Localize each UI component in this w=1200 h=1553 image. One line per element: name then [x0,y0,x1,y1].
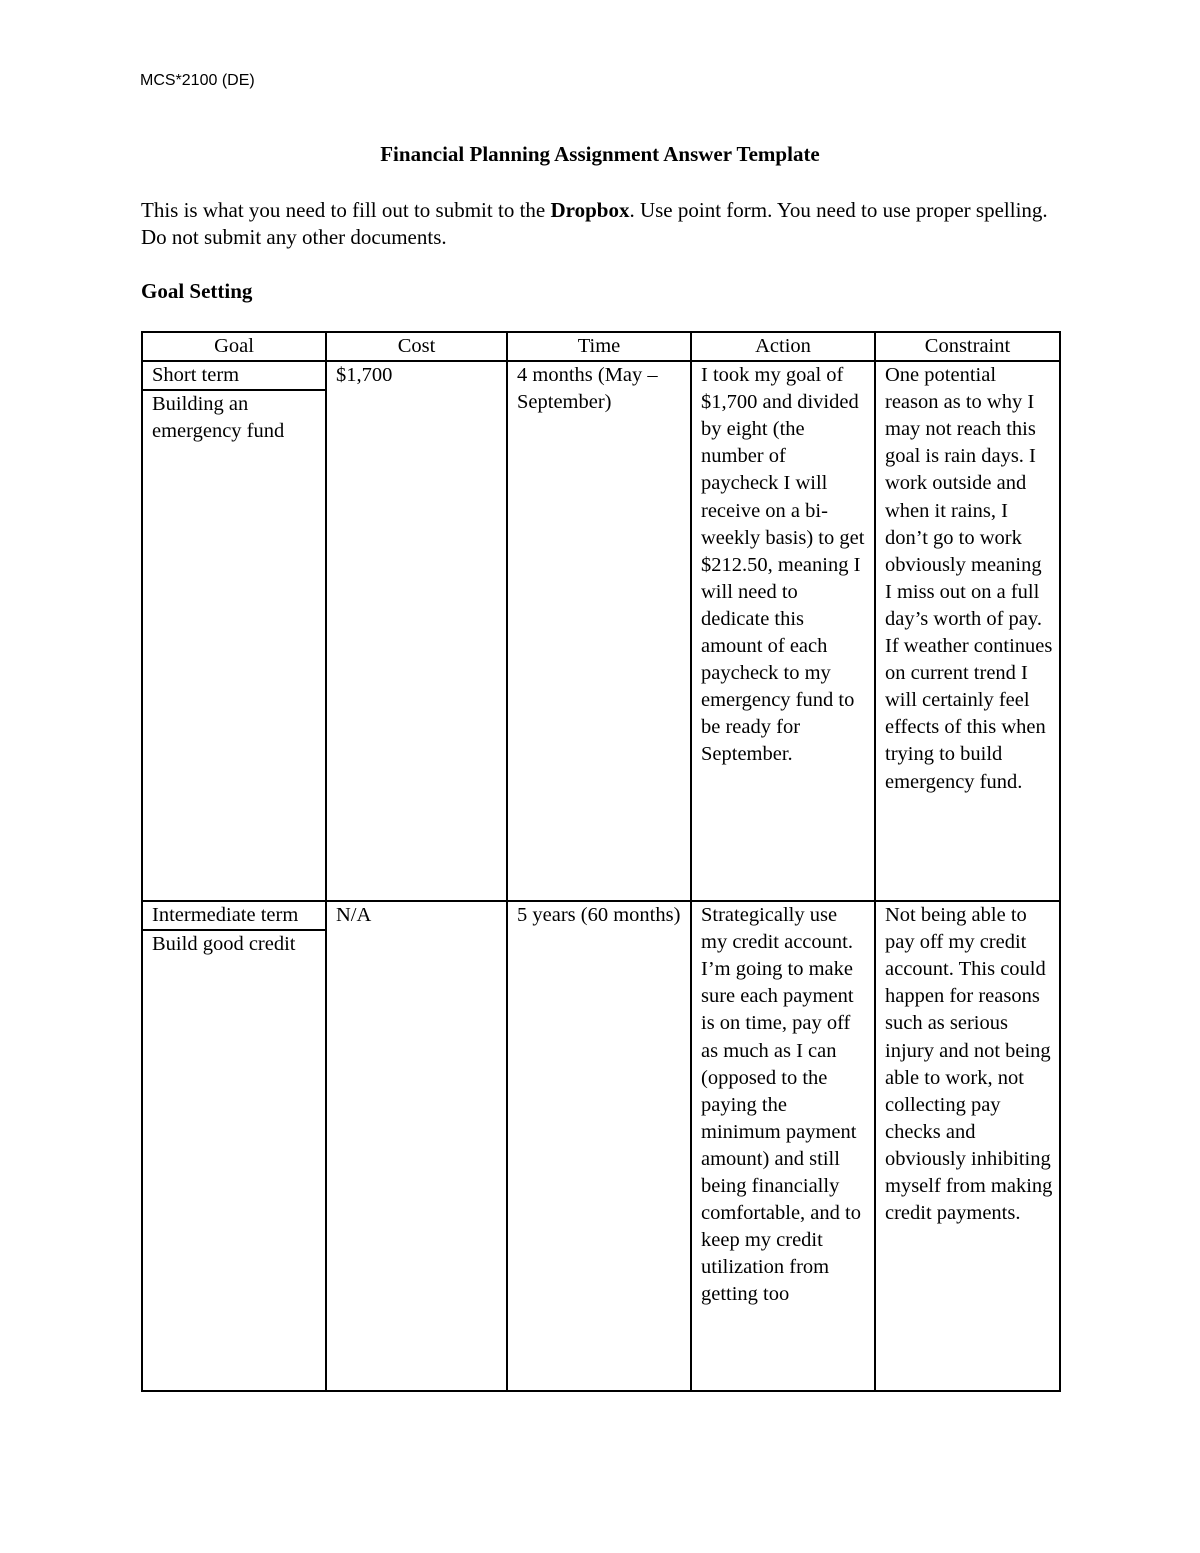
goal-description: Build good credit [152,933,296,956]
intro-dropbox-bold: Dropbox [550,198,630,222]
action-cell: I took my goal of $1,700 and divided by eight (the number of paycheck I will receive on a bi-weekly basis) to get $212.50, meaning I will need to dedicate this amount of each paycheck to my emergency fund to be ready for September. [691,361,875,901]
goal-term: Short term [143,362,325,391]
column-header-constraint: Constraint [875,332,1060,361]
column-header-goal: Goal [142,332,326,361]
document-title: Financial Planning Assignment Answer Template [380,142,820,166]
goal-cell [142,361,326,901]
intro-text-start: This is what you need to fill out to submit to the [141,198,551,222]
constraint-cell: One potential reason as to why I may not reach this goal is rain days. I work outside and when it rains, I don’t go to work obviously meaning I miss out on a full day’s worth of pay. If weather continues on current trend I will certainly feel effects of this when trying to build emergency fund. [875,361,1060,901]
time-cell: 5 years (60 months) [507,901,691,1391]
action-cell: Strategically use my credit account. I’m going to make sure each payment is on time, pay off as much as I can (opposed to the paying the minimum payment amount) and still being financially comfortable, and to keep my credit utilization from getting too [701,904,861,1306]
column-header-time: Time [507,332,691,361]
constraint-cell: Not being able to pay off my credit account. This could happen for reasons such as serious injury and not being able to work, not collecting pay checks and obviously inhibiting myself from making credit payments. [875,901,1060,1391]
page-header-course-code: MCS*2100 (DE) [140,72,255,89]
table-header-row [142,332,1060,361]
table-row [142,361,1060,901]
intro-text-end: . Use point form. You need to use proper spelling. Do not submit any other documents. [141,198,1048,249]
goal-setting-table [141,331,1061,1392]
cost-cell: N/A [326,901,507,1391]
intro-paragraph [141,197,1061,251]
action-cell-wrapper [691,901,875,1391]
time-cell: 4 months (May – September) [507,361,691,901]
goal-description: Building an emergency fund [152,393,285,443]
column-header-cost: Cost [326,332,507,361]
column-header-action: Action [691,332,875,361]
table-row [142,901,1060,1391]
cost-cell: $1,700 [326,361,507,901]
section-heading-goal-setting: Goal Setting [141,279,253,303]
goal-cell [142,901,326,1391]
goal-term: Intermediate term [143,902,325,931]
